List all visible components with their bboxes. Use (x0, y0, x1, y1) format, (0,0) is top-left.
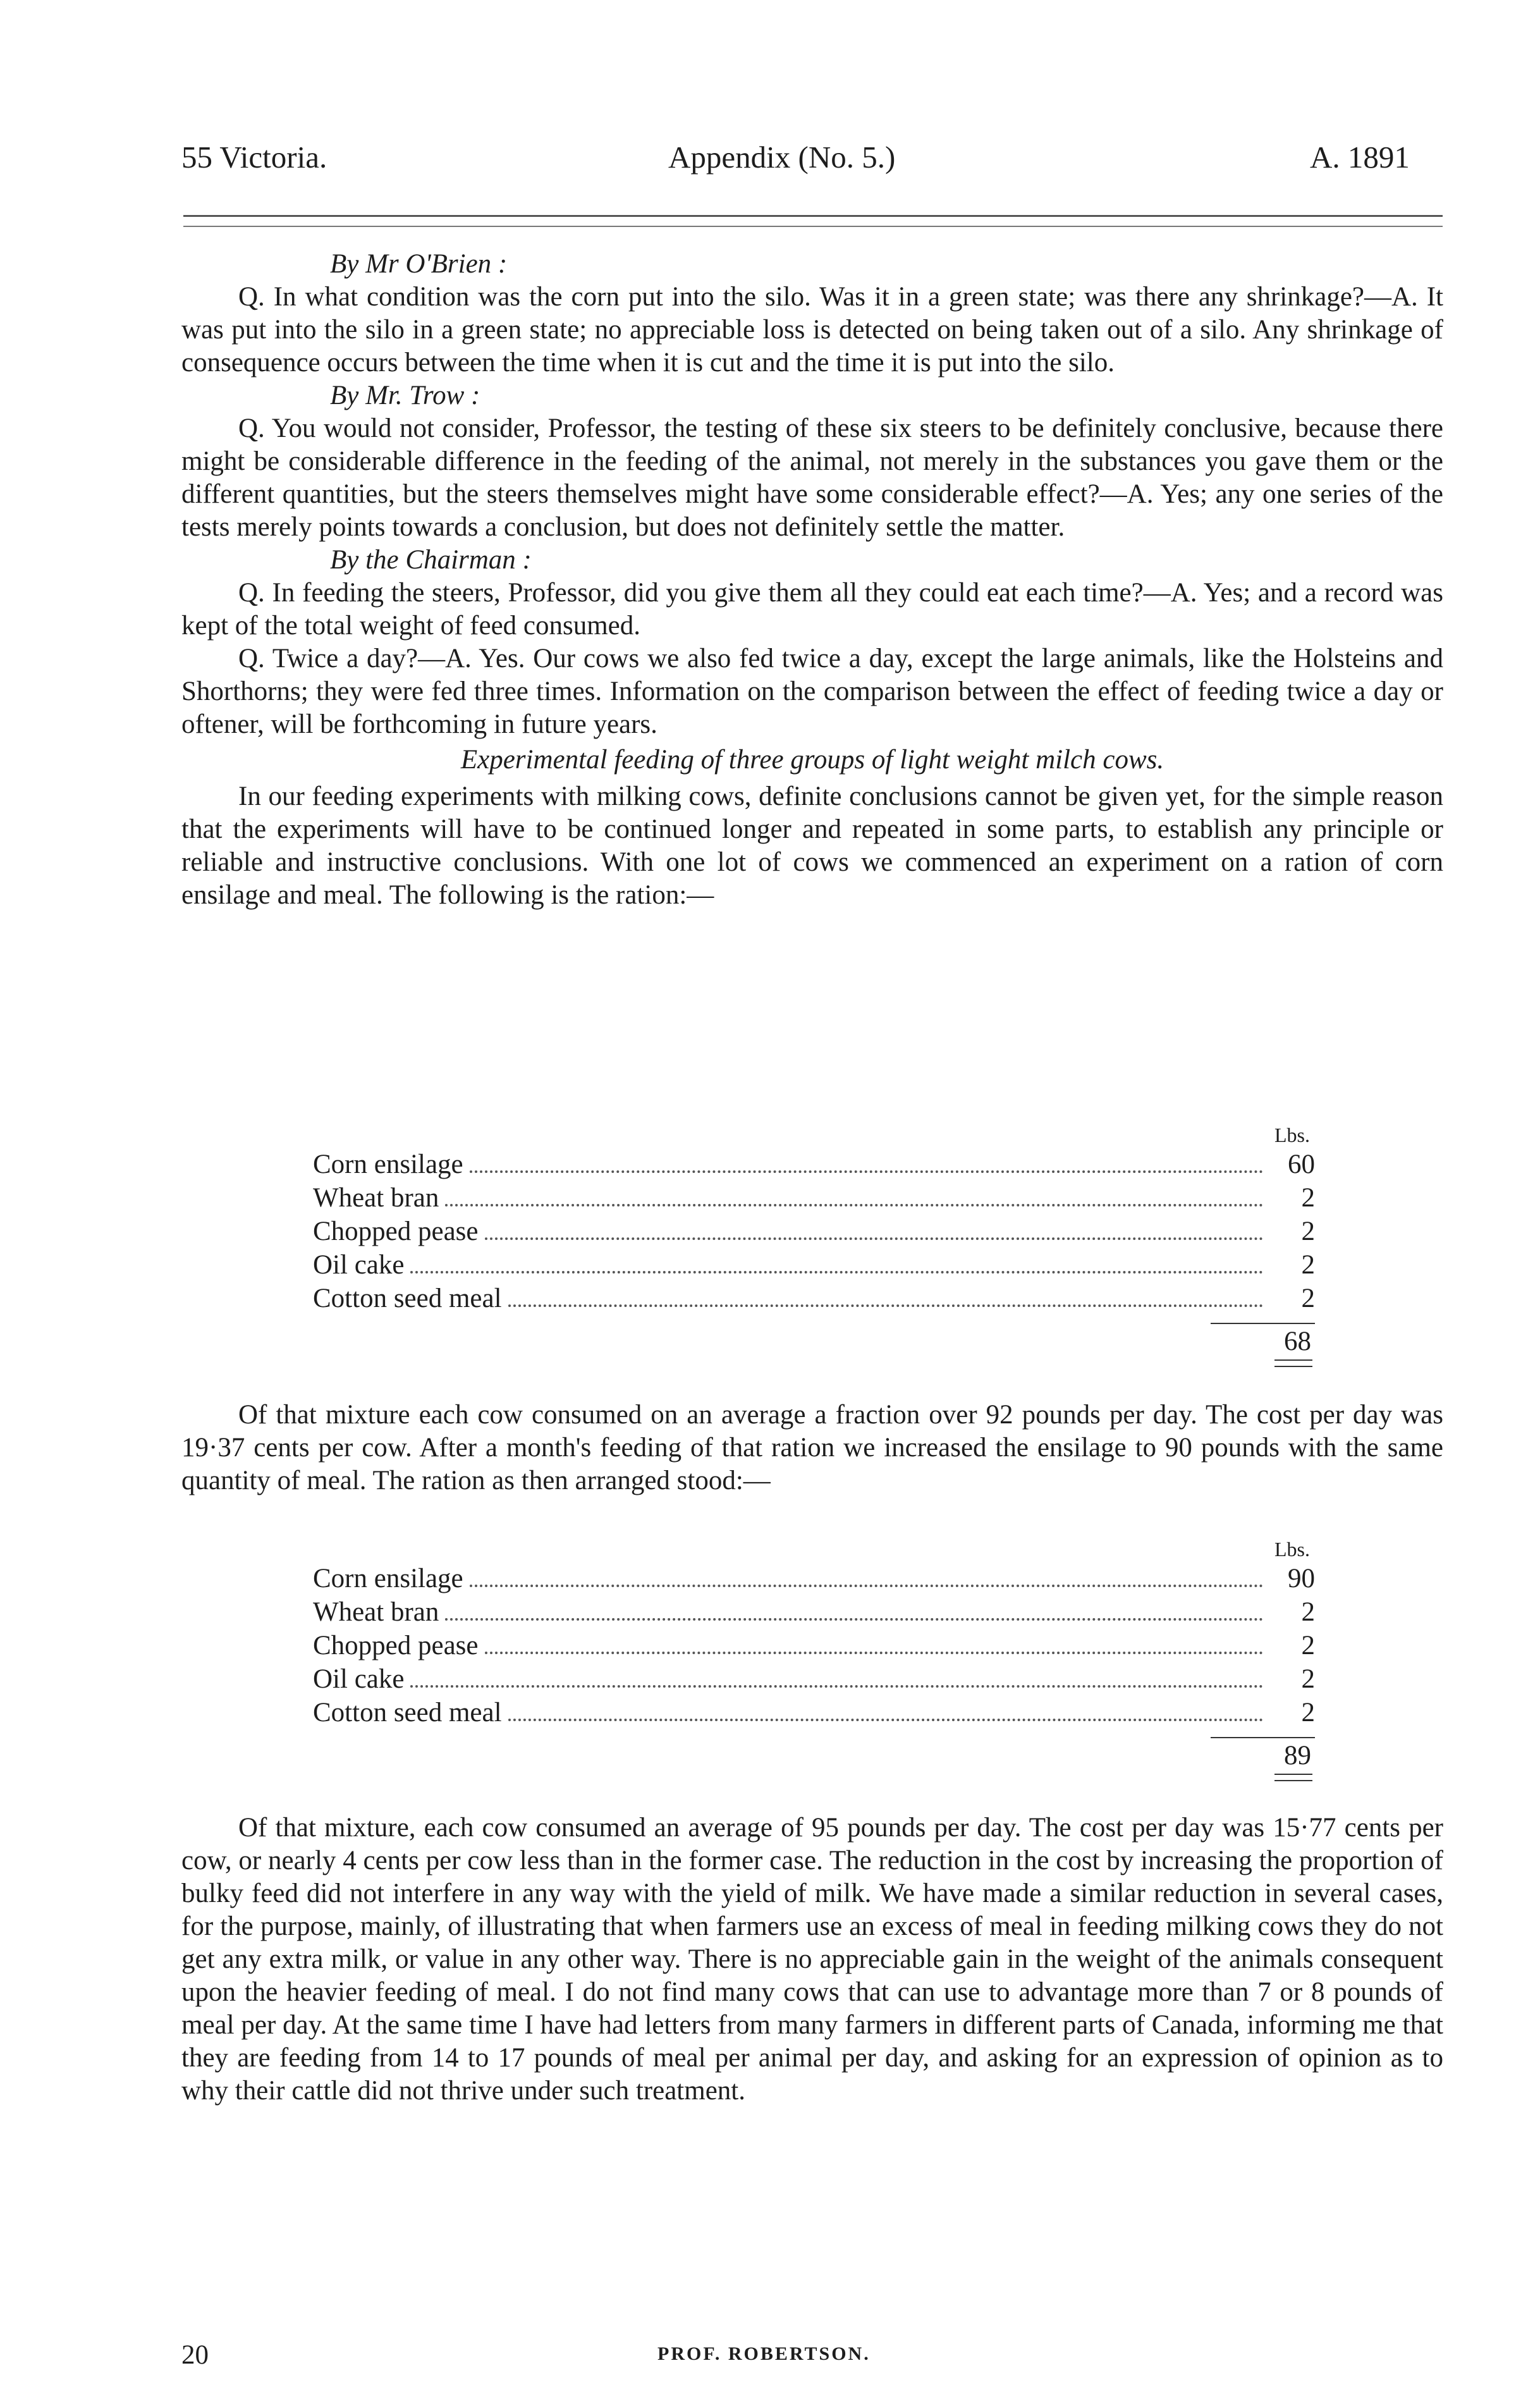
feed-name: Oil cake (313, 1250, 405, 1280)
feed-name: Wheat bran (313, 1183, 439, 1213)
feed-quantity: 2 (1301, 1183, 1315, 1213)
paragraph: Of that mixture, each cow consumed an average of 95 pounds per day. The cost per day was 15·77 cents per cow, or nearly 4 cents per cow less than in the former case. The reduction in the cost by increasing the proportion of bulky feed did not interfere in any way with the yield of milk. We have made a similar reduction in several cases, for the purpose, mainly, of illustrating that when farmers use an excess of meal in feeding milking cows they do not get any extra milk, or value in any other way. There is no appreciable gain in the weight of the animals consequent upon the heavier feeding of meal. I do not find many cows that can use to advantage more than 7 or 8 pounds of meal per day. At the same time I have had letters from many farmers in different parts of Canada, informing me that they are feeding from 14 to 17 pounds of meal per animal per day, and asking for an expression of opinion as to why their cattle did not thrive under such treatment. (181, 1813, 1443, 2106)
leader-dots (508, 1304, 1263, 1307)
paragraph: Q. Twice a day?—A. Yes. Our cows we also fed twice a day, except the large animals, like the Holsteins and Shorthorns; they were fed three times. Information on the comparison between the effect of feeding twice a day or oftener, will be forthcoming in future years. (181, 644, 1443, 739)
ration-total: 68 (1284, 1327, 1311, 1356)
ration-row (313, 1662, 1315, 1696)
unit-label: Lbs. (1274, 1124, 1310, 1146)
feed-quantity: 60 (1288, 1150, 1315, 1179)
ration-row (313, 1696, 1315, 1729)
leader-dots (485, 1237, 1263, 1240)
feed-quantity: 2 (1301, 1284, 1315, 1313)
unit-label: Lbs. (1274, 1538, 1310, 1561)
total-double-rule (1274, 1359, 1312, 1367)
ration-row (313, 1181, 1315, 1215)
paragraph: In our feeding experiments with milking cows, definite conclusions cannot be given yet, for the simple reason that the experiments will have to be continued longer and repeated in some parts, to establish any principle or reliable and instructive conclusions. With one lot of cows we commenced an experiment on a ration of corn ensilage and meal. The following is the ration:— (181, 782, 1443, 910)
ration-row (313, 1215, 1315, 1248)
paragraph: Of that mixture each cow consumed on an average a fraction over 92 pounds per day. The cost per day was 19·37 cents per cow. After a month's feeding of that ration we increased the ensilage to 90 pounds with the same quantity of meal. The ration as then arranged stood:— (181, 1400, 1443, 1495)
feed-quantity: 2 (1301, 1597, 1315, 1627)
leader-dots (445, 1204, 1263, 1206)
page-header (0, 139, 1540, 183)
header-year: A. 1891 (1310, 140, 1410, 175)
middle-section (181, 1399, 1443, 1497)
header-appendix: Appendix (No. 5.) (668, 140, 896, 175)
closing-section (181, 1812, 1443, 2108)
leader-dots (410, 1685, 1263, 1688)
testimony-section (181, 248, 1443, 912)
feed-name: Oil cake (313, 1664, 405, 1694)
ration-row (313, 1595, 1315, 1629)
running-foot: PROF. ROBERTSON. (657, 2343, 871, 2364)
ration-row (313, 1562, 1315, 1595)
ration-row (313, 1629, 1315, 1662)
leader-dots (485, 1652, 1263, 1654)
total-double-rule (1274, 1774, 1312, 1781)
paragraph: Q. You would not consider, Professor, the testing of these six steers to be definitely conclusive, because there might be considerable difference in the feeding of the animal, not merely in the substances you gave them or the different quantities, but the steers themselves might have some considerable effect?—A. Yes; any one series of the tests merely points towards a conclusion, but does not definitely settle the matter. (181, 414, 1443, 542)
paragraph: Q. In feeding the steers, Professor, did you give them all they could eat each time?—A. Yes; and a record was kept of the total weight of feed consumed. (181, 578, 1443, 641)
feed-quantity: 90 (1288, 1564, 1315, 1593)
feed-name: Corn ensilage (313, 1564, 463, 1593)
feed-quantity: 2 (1301, 1250, 1315, 1280)
section-heading: Experimental feeding of three groups of light weight milch cows. (460, 745, 1164, 775)
page-footer (0, 2340, 1540, 2378)
feed-quantity: 2 (1301, 1698, 1315, 1727)
leader-dots (410, 1271, 1263, 1273)
feed-name: Cotton seed meal (313, 1698, 502, 1727)
ration-table-1 (313, 1122, 1315, 1367)
ration-row (313, 1282, 1315, 1315)
ration-total: 89 (1284, 1741, 1311, 1770)
feed-name: Corn ensilage (313, 1150, 463, 1179)
feed-quantity: 2 (1301, 1631, 1315, 1660)
speaker-label: By Mr O'Brien : (330, 249, 508, 279)
ration-table-2 (313, 1537, 1315, 1781)
feed-quantity: 2 (1301, 1217, 1315, 1246)
ration-row (313, 1148, 1315, 1181)
leader-dots (470, 1585, 1263, 1587)
feed-name: Cotton seed meal (313, 1284, 502, 1313)
header-rule (183, 215, 1443, 227)
page-number: 20 (181, 2340, 209, 2370)
leader-dots (445, 1618, 1263, 1621)
speaker-label: By the Chairman : (330, 545, 532, 575)
paragraph: Q. In what condition was the corn put into the silo. Was it in a green state; was there any shrinkage?—A. It was put into the silo in a green state; no appreciable loss is detected on being taken out of a silo. Any shrinkage of consequence occurs between the time when it is cut and the time it is put into the silo. (181, 282, 1443, 377)
leader-dots (470, 1170, 1263, 1173)
speaker-label: By Mr. Trow : (330, 381, 480, 410)
feed-name: Wheat bran (313, 1597, 439, 1627)
header-session: 55 Victoria. (181, 140, 327, 175)
leader-dots (508, 1719, 1263, 1721)
feed-name: Chopped pease (313, 1217, 479, 1246)
feed-quantity: 2 (1301, 1664, 1315, 1694)
feed-name: Chopped pease (313, 1631, 479, 1660)
ration-row (313, 1248, 1315, 1282)
